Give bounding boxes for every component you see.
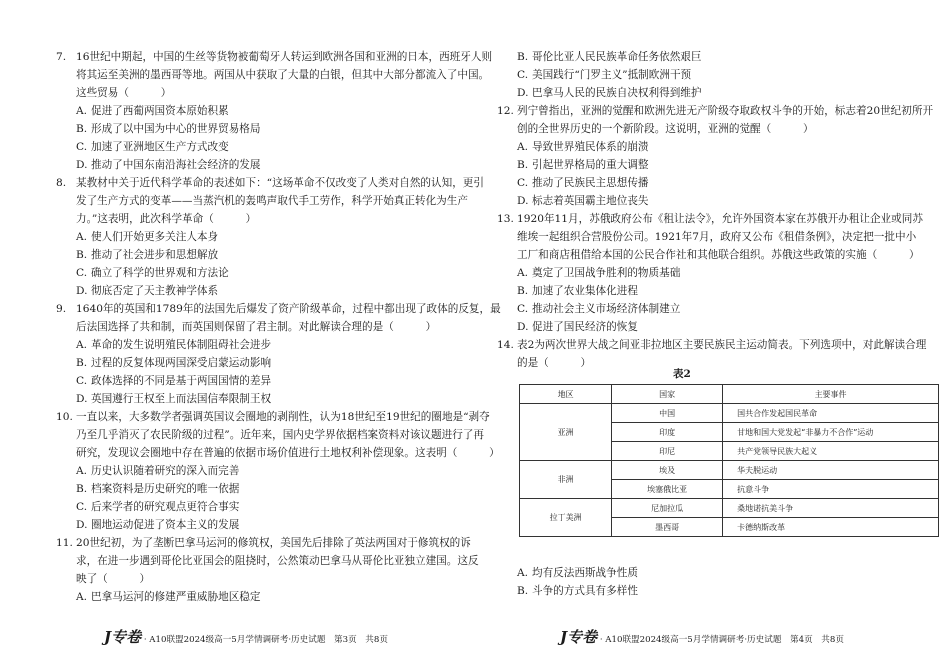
line-text: 映了（ ） bbox=[76, 573, 151, 585]
right-page bbox=[497, 0, 934, 654]
line-text: 推动社会主义市场经济体制建立 bbox=[532, 303, 681, 315]
line-text: 巴拿马人民的民族自决权利得到维护 bbox=[532, 87, 702, 99]
line-text: 均有反法西斯战争性质 bbox=[532, 567, 638, 579]
option-letter: D. bbox=[76, 519, 88, 531]
question-stem bbox=[497, 104, 933, 118]
answer-option bbox=[497, 86, 702, 100]
option-letter: C. bbox=[76, 375, 88, 387]
question-text-line bbox=[497, 230, 916, 244]
answer-option bbox=[497, 566, 638, 580]
answer-option bbox=[56, 392, 271, 406]
footer-text: · A10联盟2024级高一5月学情调研考·历史试题 第3页 共8页 bbox=[143, 635, 388, 645]
answer-option bbox=[56, 158, 261, 172]
answer-option bbox=[497, 302, 680, 316]
brand-logo: J专卷 bbox=[560, 628, 598, 646]
line-text: 过程的反复体现两国深受启蒙运动影响 bbox=[91, 357, 272, 369]
option-letter: C. bbox=[517, 303, 529, 315]
line-text: 档案资料是历史研究的唯一依据 bbox=[91, 483, 240, 495]
question-text-line bbox=[56, 572, 150, 586]
line-text: 革命的发生说明殖民体制阻碍社会进步 bbox=[91, 339, 272, 351]
answer-option bbox=[56, 482, 239, 496]
option-letter: B. bbox=[76, 357, 88, 369]
event-cell: 桑地诺抗美斗争 bbox=[723, 499, 939, 518]
option-letter: B. bbox=[76, 123, 88, 135]
question-text-line bbox=[56, 320, 436, 334]
event-cell: 共产党领导民族大起义 bbox=[723, 442, 939, 461]
question-text-line bbox=[497, 122, 814, 136]
line-text: 促进了国民经济的恢复 bbox=[532, 321, 638, 333]
option-letter: A. bbox=[517, 141, 529, 153]
option-letter: C. bbox=[76, 267, 88, 279]
line-text: 推动了民族民主思想传播 bbox=[532, 177, 649, 189]
question-number: 10. bbox=[56, 411, 73, 423]
option-letter: D. bbox=[517, 195, 529, 207]
line-text: 加速了农业集体化进程 bbox=[532, 285, 638, 297]
line-text: 后来学者的研究观点更符合事实 bbox=[91, 501, 240, 513]
line-text: 发了生产方式的变革——当蒸汽机的轰鸣声取代手工劳作，科学开始真正转化为生产 bbox=[76, 195, 468, 207]
line-text: 20世纪初，为了垄断巴拿马运河的修筑权，美国先后排除了英法两国对于修筑权的诉 bbox=[76, 537, 471, 549]
question-stem bbox=[497, 338, 926, 352]
answer-option bbox=[56, 374, 271, 388]
answer-option bbox=[56, 122, 261, 136]
line-text: 推动了中国东南沿海社会经济的发展 bbox=[91, 159, 261, 171]
line-text: 研究，发现议会圈地中存在普遍的依据市场价值进行土地权利补偿现象。这表明（ ） bbox=[76, 447, 500, 459]
line-text: 引起世界格局的重大调整 bbox=[532, 159, 649, 171]
table-row bbox=[520, 404, 939, 423]
option-letter: B. bbox=[517, 159, 529, 171]
question-text-line bbox=[56, 554, 479, 568]
country-cell: 中国 bbox=[612, 404, 723, 423]
answer-option bbox=[56, 266, 229, 280]
country-cell: 墨西哥 bbox=[612, 518, 723, 537]
line-text: 将其运至美洲的墨西哥等地。两国从中获取了大量的白银，但其中大部分都流入了中国。 bbox=[76, 69, 490, 81]
line-text: 1920年11月，苏俄政府公布《租让法令》，允许外国资本家在苏俄开办租让企业或同苏 bbox=[517, 213, 923, 225]
line-text: 美国践行“门罗主义”抵制欧洲干预 bbox=[532, 69, 692, 81]
region-cell: 非洲 bbox=[520, 461, 612, 499]
footer-text: · A10联盟2024级高一5月学情调研考·历史试题 第4页 共8页 bbox=[599, 635, 844, 645]
option-letter: C. bbox=[76, 501, 88, 513]
question-text-line bbox=[56, 68, 489, 82]
table-header-cell: 国家 bbox=[612, 385, 723, 404]
answer-option bbox=[497, 320, 638, 334]
region-cell: 亚洲 bbox=[520, 404, 612, 461]
option-letter: C. bbox=[517, 177, 529, 189]
table-2 bbox=[519, 384, 939, 537]
table-title: 表2 bbox=[673, 368, 691, 380]
option-letter: A. bbox=[517, 267, 529, 279]
option-letter: A. bbox=[76, 591, 88, 603]
answer-option bbox=[56, 104, 229, 118]
answer-option bbox=[56, 248, 218, 262]
line-text: 形成了以中国为中心的世界贸易格局 bbox=[91, 123, 261, 135]
answer-option bbox=[497, 266, 680, 280]
line-text: 哥伦比亚人民民族革命任务依然艰巨 bbox=[532, 51, 702, 63]
line-text: 巴拿马运河的修建严重威胁地区稳定 bbox=[91, 591, 261, 603]
region-cell: 拉丁美洲 bbox=[520, 499, 612, 537]
line-text: 彻底否定了天主教神学体系 bbox=[91, 285, 219, 297]
line-text: 表2为两次世界大战之间亚非拉地区主要民族民主运动简表。下列选项中，对此解读合理 bbox=[517, 339, 927, 351]
line-text: 标志着英国霸主地位丧失 bbox=[532, 195, 649, 207]
line-text: 1640年的英国和1789年的法国先后爆发了资产阶级革命，过程中都出现了政体的反复，最 bbox=[76, 303, 501, 315]
table-row bbox=[520, 499, 939, 518]
answer-option bbox=[56, 356, 271, 370]
answer-option bbox=[497, 194, 649, 208]
event-cell: 甘地和国大党发起“非暴力不合作”运动 bbox=[723, 423, 939, 442]
answer-option bbox=[56, 464, 239, 478]
country-cell: 埃及 bbox=[612, 461, 723, 480]
table-row bbox=[520, 461, 939, 480]
country-cell: 印度 bbox=[612, 423, 723, 442]
option-letter: D. bbox=[76, 285, 88, 297]
line-text: 确立了科学的世界观和方法论 bbox=[91, 267, 229, 279]
option-letter: A. bbox=[76, 465, 88, 477]
line-text: 奠定了卫国战争胜利的物质基础 bbox=[532, 267, 681, 279]
question-text-line bbox=[56, 86, 171, 100]
question-text-line bbox=[56, 446, 500, 460]
line-text: 斗争的方式具有多样性 bbox=[532, 585, 638, 597]
answer-option bbox=[497, 158, 649, 172]
line-text: 使人们开始更多关注人本身 bbox=[91, 231, 219, 243]
event-cell: 抗意斗争 bbox=[723, 480, 939, 499]
line-text: 某教材中关于近代科学革命的表述如下：“这场革命不仅改变了人类对自然的认知，更引 bbox=[76, 177, 484, 189]
question-number: 13. bbox=[497, 213, 514, 225]
answer-option bbox=[56, 140, 229, 154]
line-text: 维埃一起组织合营股份公司。1921年7月，政府又公布《租借条例》，决定把一批中小 bbox=[517, 231, 917, 243]
question-stem bbox=[56, 50, 492, 64]
answer-option bbox=[56, 338, 271, 352]
question-number: 11. bbox=[56, 537, 73, 549]
option-letter: B. bbox=[517, 285, 529, 297]
line-text: 力。”这表明，此次科学革命（ ） bbox=[76, 213, 257, 225]
question-number: 7. bbox=[56, 51, 67, 63]
line-text: 圈地运动促进了资本主义的发展 bbox=[91, 519, 240, 531]
line-text: 16世纪中期起，中国的生丝等货物被葡萄牙人转运到欧洲各国和亚洲的日本，西班牙人则 bbox=[76, 51, 493, 63]
line-text: 求，在进一步遇到哥伦比亚国会的阻挠时，公然策动巴拿马从哥伦比亚独立建国。这反 bbox=[76, 555, 479, 567]
line-text: 历史认识随着研究的深入而完善 bbox=[91, 465, 240, 477]
event-cell: 国共合作发起国民革命 bbox=[723, 404, 939, 423]
line-text: 推动了社会进步和思想解放 bbox=[91, 249, 219, 261]
option-letter: C. bbox=[76, 141, 88, 153]
line-text: 加速了亚洲地区生产方式改变 bbox=[91, 141, 229, 153]
country-cell: 埃塞俄比亚 bbox=[612, 480, 723, 499]
right-footer bbox=[560, 626, 844, 647]
line-text: 英国遵行王权至上而法国信奉限制王权 bbox=[91, 393, 272, 405]
line-text: 列宁曾指出，亚洲的觉醒和欧洲先进无产阶级夺取政权斗争的开始，标志着20世纪初所开 bbox=[517, 105, 934, 117]
option-letter: D. bbox=[517, 321, 529, 333]
option-letter: A. bbox=[517, 567, 529, 579]
answer-option bbox=[497, 140, 649, 154]
option-letter: B. bbox=[76, 483, 88, 495]
question-stem bbox=[497, 212, 923, 226]
table-header-row bbox=[520, 385, 939, 404]
line-text: 的是（ ） bbox=[517, 357, 592, 369]
answer-option bbox=[56, 518, 239, 532]
question-text-line bbox=[497, 356, 591, 370]
question-text-line bbox=[497, 248, 920, 262]
question-number: 12. bbox=[497, 105, 514, 117]
line-text: 工厂和商店租借给本国的公民合作社和其他联合组织。苏俄这些政策的实施（ ） bbox=[517, 249, 920, 261]
event-cell: 华夫脱运动 bbox=[723, 461, 939, 480]
event-cell: 卡德纳斯改革 bbox=[723, 518, 939, 537]
line-text: 促进了西葡两国资本原始积累 bbox=[91, 105, 229, 117]
option-letter: B. bbox=[517, 51, 529, 63]
option-letter: A. bbox=[76, 231, 88, 243]
answer-option bbox=[497, 176, 649, 190]
answer-option bbox=[497, 50, 702, 64]
line-text: 政体选择的不同是基于两国国情的差异 bbox=[91, 375, 272, 387]
country-cell: 尼加拉瓜 bbox=[612, 499, 723, 518]
left-footer bbox=[104, 626, 388, 647]
answer-option bbox=[497, 284, 638, 298]
answer-option bbox=[56, 230, 218, 244]
question-number: 8. bbox=[56, 177, 67, 189]
question-stem bbox=[56, 176, 484, 190]
line-text: 导致世界殖民体系的崩溃 bbox=[532, 141, 649, 153]
answer-option bbox=[497, 68, 691, 82]
left-page bbox=[56, 0, 501, 654]
answer-option bbox=[56, 284, 218, 298]
option-letter: D. bbox=[517, 87, 529, 99]
option-letter: D. bbox=[76, 393, 88, 405]
answer-option bbox=[56, 590, 261, 604]
line-text: 创的全世界历史的一个新阶段。这说明，亚洲的觉醒（ ） bbox=[517, 123, 814, 135]
question-text-line bbox=[56, 428, 484, 442]
table-header-cell: 地区 bbox=[520, 385, 612, 404]
option-letter: C. bbox=[517, 69, 529, 81]
question-number: 14. bbox=[497, 339, 514, 351]
option-letter: B. bbox=[76, 249, 88, 261]
line-text: 乃至几乎消灭了农民阶级的过程”。近年来，国内史学界依据档案资料对该议题进行了再 bbox=[76, 429, 484, 441]
question-stem bbox=[56, 302, 501, 316]
country-cell: 印尼 bbox=[612, 442, 723, 461]
option-letter: B. bbox=[517, 585, 529, 597]
option-letter: A. bbox=[76, 105, 88, 117]
answer-option bbox=[56, 500, 239, 514]
table-header-cell: 主要事件 bbox=[723, 385, 939, 404]
question-text-line bbox=[56, 212, 256, 226]
option-letter: A. bbox=[76, 339, 88, 351]
line-text: 一直以来，大多数学者强调英国议会圈地的剥削性，认为18世纪至19世纪的圈地是“剥夺 bbox=[76, 411, 490, 423]
question-stem bbox=[56, 410, 490, 424]
option-letter: D. bbox=[76, 159, 88, 171]
question-number: 9. bbox=[56, 303, 67, 315]
answer-option bbox=[497, 584, 638, 598]
line-text: 这些贸易（ ） bbox=[76, 87, 172, 99]
question-text-line bbox=[56, 194, 468, 208]
brand-logo: J专卷 bbox=[104, 628, 142, 646]
line-text: 后法国选择了共和制，而英国则保留了君主制。对此解读合理的是（ ） bbox=[76, 321, 437, 333]
question-stem bbox=[56, 536, 471, 550]
